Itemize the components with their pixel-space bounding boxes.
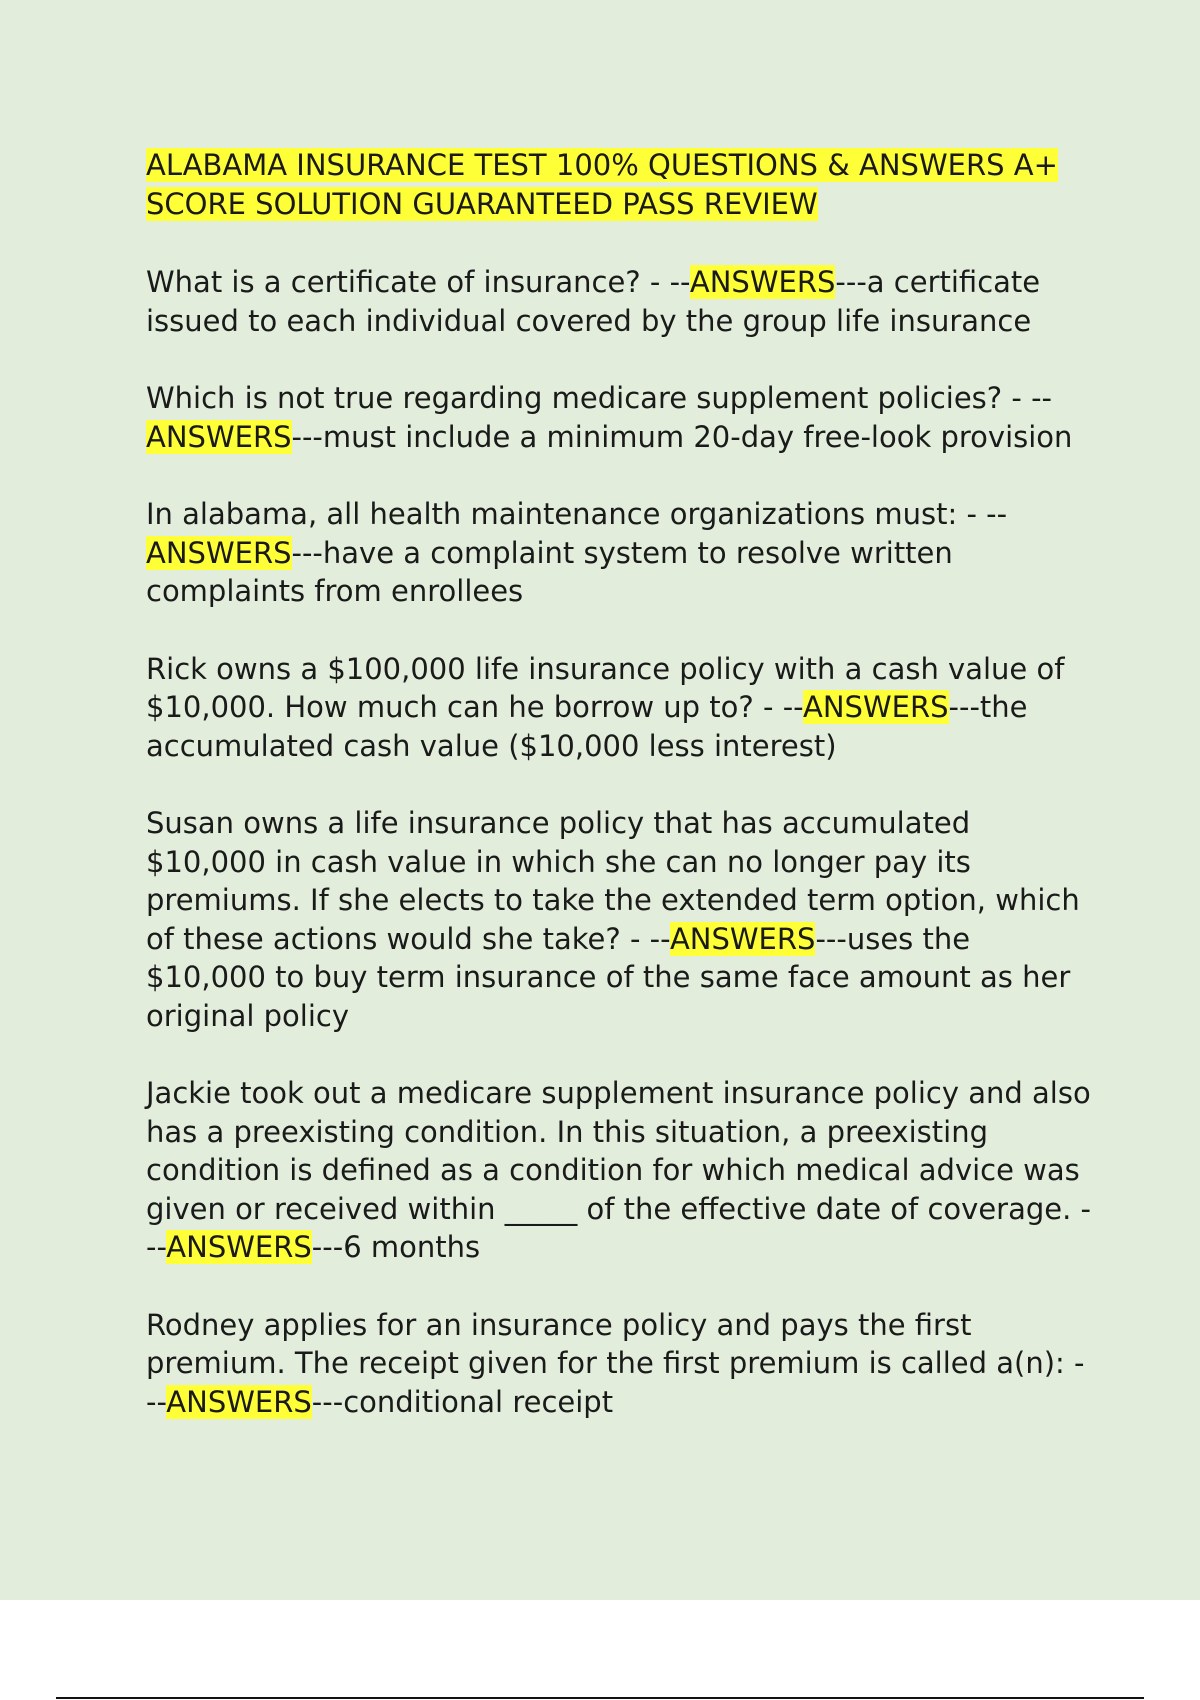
qa-item (146, 650, 1096, 766)
document-content (146, 146, 1096, 1460)
separator: - -- (146, 1191, 1092, 1264)
answer-text: a certificate issued to each individual covered by the group life insurance (146, 265, 1041, 338)
separator: --- (815, 921, 847, 956)
separator: --- (291, 535, 323, 570)
qa-item (146, 1306, 1096, 1422)
question-text: In alabama, all health maintenance organizations must: (146, 497, 958, 531)
document-title-text: ALABAMA INSURANCE TEST 100% QUESTIONS & ANSWERS A+ SCORE SOLUTION GUARANTEED PASS REVIEW (146, 148, 1058, 221)
answer-text: conditional receipt (343, 1384, 614, 1419)
qa-item (146, 263, 1096, 340)
question-text: Rick owns a $100,000 life insurance policy with a cash value of $10,000. How much can he borrow up to? (146, 651, 1065, 724)
answers-marker: ANSWERS (669, 921, 816, 956)
answer-text: uses the $10,000 to buy term insurance of the same face amount as her original policy (146, 921, 1071, 1033)
question-text: What is a certificate of insurance? (146, 265, 641, 299)
separator: - -- (620, 921, 670, 956)
separator: - -- (1002, 381, 1052, 415)
question-text: Jackie took out a medicare supplement insurance policy and also has a preexisting condition. In this situation, a preexisting condition is defined as a condition for which medical advice was given or received within _____ of the effective date of coverage. (146, 1076, 1091, 1226)
separator: --- (311, 1384, 344, 1419)
separator: --- (948, 690, 980, 724)
answers-marker: ANSWERS (166, 1230, 312, 1264)
answers-marker: ANSWERS (803, 690, 949, 724)
answers-marker: ANSWERS (146, 535, 292, 570)
separator: --- (291, 419, 323, 454)
footer-divider (56, 1697, 1144, 1699)
separator: - -- (957, 497, 1007, 531)
question-text: Susan owns a life insurance policy that has accumulated $10,000 in cash value in which she can no longer pay its premiums. If she elects to take the extended term option, which of these actions would she take? (146, 806, 1080, 956)
separator: - -- (753, 690, 804, 724)
qa-item (146, 1074, 1096, 1267)
document-title (146, 146, 1096, 224)
separator: - -- (146, 1346, 1085, 1419)
question-text: Rodney applies for an insurance policy and pays the first premium. The receipt given for the first premium is called a(n): (146, 1307, 1065, 1380)
answer-text: 6 months (343, 1230, 481, 1264)
answers-marker: ANSWERS (146, 419, 292, 454)
separator: --- (311, 1230, 344, 1264)
qa-item (146, 804, 1096, 1035)
separator: --- (835, 265, 867, 299)
question-text: Which is not true regarding medicare supplement policies? (146, 381, 1003, 415)
qa-item (146, 495, 1096, 611)
answers-marker: ANSWERS (689, 265, 836, 299)
answers-marker: ANSWERS (166, 1384, 312, 1419)
answer-text: have a complaint system to resolve written complaints from enrollees (146, 535, 953, 608)
qa-item (146, 379, 1096, 456)
separator: - -- (640, 265, 690, 299)
answer-text: the accumulated cash value ($10,000 less interest) (146, 690, 1028, 763)
answer-text: must include a minimum 20-day free-look provision (322, 419, 1073, 454)
